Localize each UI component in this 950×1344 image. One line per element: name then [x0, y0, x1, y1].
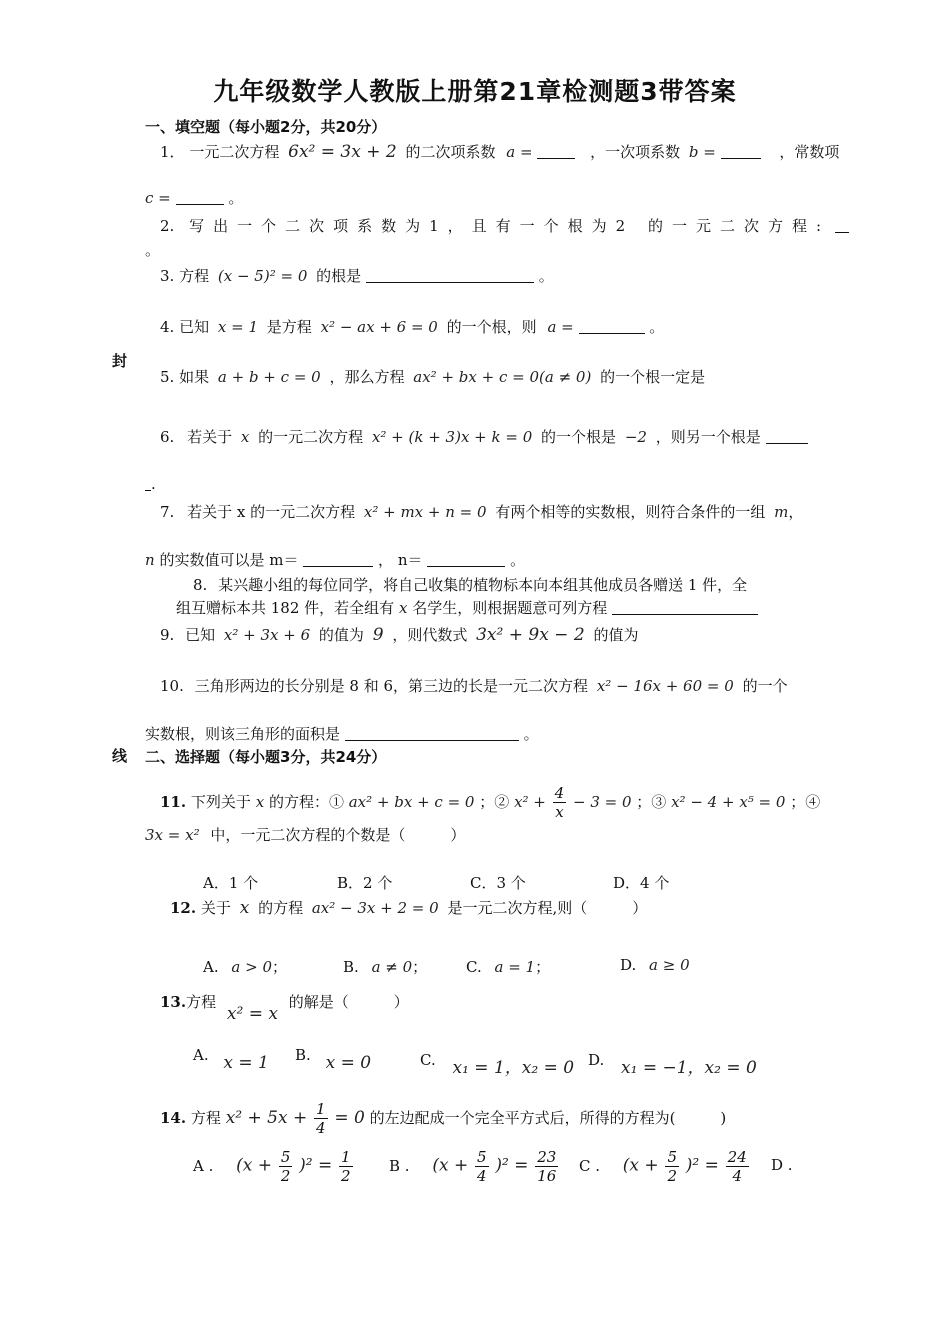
q7-equation: x² + mx + n = 0 — [363, 503, 487, 521]
q4-equation-2: x² − ax + 6 = 0 — [320, 318, 438, 336]
q14-option-b-lhs-num: 5 — [477, 1148, 487, 1166]
q13-text-2: 的解是（ ） — [288, 993, 409, 1011]
q10-blank[interactable] — [345, 726, 519, 741]
q14-equation-a: x² + 5x + — [225, 1108, 308, 1128]
q1-number: 1． — [160, 143, 185, 161]
question-4 — [160, 316, 664, 337]
q14-option-b-label: B . — [389, 1156, 410, 1175]
q1-c-label: c = — [145, 189, 171, 207]
question-5 — [160, 366, 705, 387]
q11-variable-x: x — [255, 793, 265, 811]
question-8-line-2 — [176, 597, 758, 618]
q13-option-d-expr: x₁ = −1，x₂ = 0 — [621, 1058, 757, 1078]
question-7-line-2 — [145, 549, 525, 570]
q9-text-1: 已知 — [185, 626, 216, 644]
q10-number: 10. — [160, 677, 184, 695]
q14-option-a-rhs-frac — [339, 1148, 353, 1185]
q1-text-2: 的二次项系数 — [405, 143, 496, 161]
q9-expression-1: x² + 3x + 6 — [223, 626, 311, 644]
margin-mark-feng: 封 — [112, 352, 128, 370]
q1-b-label: b = — [688, 143, 716, 161]
q6-end: . — [151, 475, 156, 493]
q10-text-1: 三角形两边的长分别是 8 和 6，第三边的长是一元二次方程 — [194, 677, 589, 695]
question-6 — [160, 426, 808, 447]
q8-number: 8. — [193, 576, 208, 594]
q1-text-1: 一元二次方程 — [189, 143, 280, 161]
question-11-line-2 — [145, 824, 465, 845]
q12-option-b-end: ； — [412, 958, 428, 976]
q12-option-a-expr: a > 0 — [231, 958, 272, 976]
q14-option-d[interactable] — [771, 1156, 793, 1174]
q12-text-3: 是一元二次方程,则（ ） — [447, 899, 648, 917]
q5-equation-1: a + b + c = 0 — [217, 368, 321, 386]
q9-text-4: 的值为 — [593, 626, 639, 644]
q12-option-a-end: ； — [271, 958, 287, 976]
q5-equation-2: ax² + bx + c = 0(a ≠ 0) — [413, 368, 592, 386]
q7-sep: ， — [378, 551, 394, 569]
q13-option-d-label: D. — [588, 1051, 605, 1069]
q14-option-c-lhs-frac — [665, 1148, 679, 1185]
q7-text-1: 若关于 x 的一元二次方程 — [187, 503, 356, 521]
q12-option-c-label: C. — [466, 958, 482, 976]
q4-blank[interactable] — [579, 319, 645, 334]
q12-equation: ax² − 3x + 2 = 0 — [311, 899, 439, 917]
q14-option-b-lhs-pre: (x + — [432, 1155, 469, 1176]
q5-number: 5. — [160, 368, 175, 386]
q11-equation-4: 3x = x² — [145, 826, 200, 844]
q4-a-label: a = — [547, 318, 574, 336]
q13-text-1: 方程 — [186, 993, 217, 1011]
q11-fraction — [553, 784, 567, 821]
q6-continuation — [145, 475, 156, 493]
q14-option-a-rhs-num: 1 — [341, 1148, 351, 1166]
q12-text-2: 的方程 — [258, 899, 304, 917]
q7-n-eq: n＝ — [397, 551, 423, 569]
q7-n: n — [145, 551, 155, 569]
q13-option-b-label: B. — [295, 1046, 311, 1064]
question-7 — [160, 501, 803, 522]
q11-number: 11. — [160, 793, 187, 811]
q7-m-eq: m＝ — [269, 551, 299, 569]
q8-line-1: 某兴趣小组的每位同学，将自己收集的植物标本向本组其他成员各赠送 1 件，全 — [218, 576, 748, 594]
question-8 — [193, 574, 747, 595]
q14-option-a-lhs-den: 2 — [280, 1167, 291, 1185]
q3-blank[interactable] — [366, 268, 534, 283]
q7-m: m — [774, 503, 789, 521]
q14-option-a-rhs-den: 2 — [341, 1167, 351, 1185]
q12-option-d-label: D. — [620, 956, 637, 974]
q6-text-1: 若关于 — [187, 428, 233, 446]
q4-equation-1: x = 1 — [217, 318, 258, 336]
question-10-line-2 — [145, 723, 539, 744]
q11-equation-2a: x² + — [514, 793, 546, 811]
q12-option-c[interactable] — [466, 956, 550, 977]
q14-option-c-lhs-pre: (x + — [622, 1155, 659, 1176]
q6-number: 6. — [160, 428, 175, 446]
q4-text-2: 是方程 — [266, 318, 312, 336]
section-heading-fill-in: 一、填空题（每小题2分，共20分） — [145, 118, 387, 136]
q12-option-d-expr: a ≥ 0 — [649, 956, 690, 974]
q3-end: 。 — [538, 267, 554, 285]
q2-number: 2. — [160, 217, 175, 235]
q11-text-3: 中，一元二次方程的个数是（ ） — [210, 826, 466, 844]
q14-number: 14. — [160, 1109, 187, 1127]
q12-option-b-expr: a ≠ 0 — [371, 958, 413, 976]
q1-blank-a[interactable] — [537, 144, 575, 159]
q14-option-a-label: A . — [193, 1156, 214, 1175]
q8-blank[interactable] — [612, 600, 758, 615]
q14-option-c-lhs-den: 2 — [667, 1167, 677, 1185]
q1-equation: 6x² = 3x + 2 — [288, 142, 397, 162]
q11-equation-1: ax² + bx + c = 0 — [348, 793, 475, 811]
q13-option-d[interactable] — [588, 1045, 757, 1078]
q8-text-1: 组互赠标本共 182 件，若全组有 — [176, 599, 395, 617]
q14-option-b-rhs-frac — [535, 1148, 558, 1185]
q14-text-1: 方程 — [190, 1109, 221, 1127]
q14-option-c-rhs-frac — [726, 1148, 749, 1185]
q12-option-a-label: A. — [203, 958, 219, 976]
q13-number: 13. — [160, 993, 187, 1011]
q4-text-3: 的一个根，则 — [446, 318, 537, 336]
q7-text-2: 有两个相等的实数根，则符合条件的一组 — [495, 503, 766, 521]
q14-fraction-denominator: 4 — [315, 1119, 326, 1137]
q5-text-2: ，那么方程 — [329, 368, 405, 386]
q9-text-2: 的值为 — [318, 626, 364, 644]
question-9 — [160, 624, 638, 645]
question-12 — [170, 897, 647, 918]
question-3 — [160, 265, 554, 286]
q12-text-1: 关于 — [200, 899, 231, 917]
q14-option-b-rhs-den: 16 — [537, 1167, 557, 1185]
q8-text-2: 名学生，则根据题意可列方程 — [412, 599, 608, 617]
question-14 — [160, 1100, 726, 1137]
q1-blank-b[interactable] — [721, 144, 761, 159]
q11-sep-2: ；③ — [636, 793, 667, 811]
q14-option-c-rhs-den: 4 — [732, 1167, 742, 1185]
q12-option-a[interactable] — [203, 956, 287, 977]
q11-equation-2b: − 3 = 0 — [572, 793, 632, 811]
q9-number: 9. — [160, 626, 175, 644]
q12-option-b[interactable] — [343, 956, 427, 977]
question-11 — [160, 784, 820, 821]
q13-option-c-label: C. — [420, 1051, 436, 1069]
q14-equation-fraction — [314, 1100, 328, 1137]
q14-option-c[interactable] — [579, 1148, 751, 1185]
q3-text-2: 的根是 — [316, 267, 362, 285]
q12-number: 12. — [170, 899, 197, 917]
q1-text-3: ，一次项系数 — [590, 143, 681, 161]
q12-option-b-label: B. — [343, 958, 359, 976]
q9-value: 9 — [372, 625, 384, 645]
q1-a-label: a = — [506, 143, 533, 161]
q14-option-c-lhs-post: )² = — [685, 1155, 719, 1176]
q5-text-1: 如果 — [179, 368, 210, 386]
q3-number: 3. — [160, 267, 175, 285]
page-title: 九年级数学人教版上册第21章检测题3带答案 — [213, 77, 737, 106]
q11-text-2: 的方程：① — [268, 793, 344, 811]
q7-blank-m[interactable] — [303, 552, 373, 567]
q1-text-4: ，常数项 — [779, 143, 840, 161]
question-1-line-2 — [145, 187, 243, 208]
q6-root: −2 — [624, 428, 647, 446]
q11-sep-1: ；② — [479, 793, 510, 811]
q7-number: 7. — [160, 503, 175, 521]
q14-option-a-lhs-post: )² = — [299, 1155, 333, 1176]
q10-text-3: 实数根，则该三角形的面积是 — [145, 725, 341, 743]
question-1 — [160, 141, 839, 162]
q14-option-b-lhs-frac — [475, 1148, 489, 1185]
q6-equation: x² + (k + 3)x + k = 0 — [371, 428, 533, 446]
q11-option-d[interactable]: D．4 个 — [613, 874, 670, 892]
q2-blank[interactable] — [835, 218, 849, 233]
q11-option-b[interactable]: B．2 个 — [337, 874, 393, 892]
q3-text-1: 方程 — [179, 267, 210, 285]
q4-end: 。 — [649, 318, 665, 336]
q13-option-c[interactable] — [420, 1045, 575, 1078]
q14-option-a-lhs-num: 5 — [280, 1148, 291, 1166]
q14-option-c-rhs-num: 24 — [727, 1148, 747, 1166]
q14-option-d-label: D . — [771, 1156, 793, 1174]
q4-number: 4. — [160, 318, 175, 336]
q7-end: 。 — [510, 551, 526, 569]
q11-option-c[interactable]: C．3 个 — [470, 874, 526, 892]
q13-option-a-expr: x = 1 — [223, 1053, 269, 1073]
q12-option-c-end: ； — [535, 958, 551, 976]
q14-option-a-lhs-pre: (x + — [236, 1155, 273, 1176]
q14-option-a[interactable] — [193, 1148, 355, 1185]
q14-option-a-lhs-frac — [279, 1148, 293, 1185]
q14-equation-b: = 0 — [334, 1108, 365, 1128]
q13-option-c-expr: x₁ = 1，x₂ = 0 — [452, 1058, 575, 1078]
q6-text-3: 的一个根是 — [541, 428, 617, 446]
q7-comma: ， — [788, 503, 804, 521]
q9-expression-2: 3x² + 9x − 2 — [476, 625, 585, 645]
q11-fraction-numerator: 4 — [554, 784, 565, 802]
q14-option-b[interactable] — [389, 1148, 560, 1185]
q13-option-b-expr: x = 0 — [325, 1053, 372, 1073]
q13-option-b[interactable] — [295, 1045, 372, 1073]
q12-option-d[interactable] — [620, 956, 690, 974]
q11-sep-3: ；④ — [790, 793, 821, 811]
q12-option-c-expr: a = 1 — [494, 958, 536, 976]
q14-option-b-lhs-den: 4 — [477, 1167, 487, 1185]
q11-fraction-denominator: x — [555, 803, 564, 821]
section-heading-multiple-choice: 二、选择题（每小题3分，共24分） — [145, 748, 387, 766]
q2-end: 。 — [145, 241, 161, 259]
q6-text-2: 的一元二次方程 — [258, 428, 364, 446]
q3-equation: (x − 5)² = 0 — [217, 267, 308, 285]
q8-variable-x: x — [398, 599, 408, 617]
q5-text-3: 的一个根一定是 — [600, 368, 706, 386]
margin-mark-xian: 线 — [112, 747, 128, 765]
q10-text-2: 的一个 — [742, 677, 788, 695]
q7-text-3: 的实数值可以是 — [159, 551, 265, 569]
q14-option-c-lhs-num: 5 — [667, 1148, 677, 1166]
q14-option-b-rhs-num: 23 — [537, 1148, 557, 1166]
q1-end: 。 — [228, 189, 244, 207]
q13-option-a[interactable] — [193, 1045, 269, 1073]
q14-option-b-lhs-post: )² = — [495, 1155, 529, 1176]
question-13 — [160, 991, 409, 1024]
q10-equation: x² − 16x + 60 = 0 — [596, 677, 734, 695]
q11-option-a[interactable]: A．1 个 — [203, 874, 259, 892]
question-2 — [160, 215, 849, 236]
q11-text-1: 下列关于 — [190, 793, 251, 811]
q9-text-3: ，则代数式 — [392, 626, 468, 644]
q14-text-2: 的左边配成一个完全平方式后，所得的方程为( ) — [369, 1109, 727, 1127]
q2-text: 写出一个二次项系数为1，且有一个根为2 的一元二次方程: — [189, 217, 831, 235]
q1-blank-c[interactable] — [176, 190, 224, 205]
q10-end: 。 — [523, 725, 539, 743]
q7-blank-n[interactable] — [427, 552, 505, 567]
q6-variable-x: x — [240, 428, 250, 446]
q13-equation: x² = x — [226, 1004, 278, 1024]
q13-option-a-label: A. — [193, 1046, 209, 1064]
q14-option-c-label: C . — [579, 1156, 601, 1175]
q6-text-4: ，则另一个根是 — [655, 428, 761, 446]
q4-text-1: 已知 — [179, 318, 210, 336]
q6-blank[interactable] — [766, 429, 808, 444]
question-10 — [160, 675, 788, 696]
q14-fraction-numerator: 1 — [315, 1100, 326, 1118]
q11-equation-3: x² − 4 + x⁵ = 0 — [671, 793, 786, 811]
q12-variable-x: x — [239, 898, 250, 918]
